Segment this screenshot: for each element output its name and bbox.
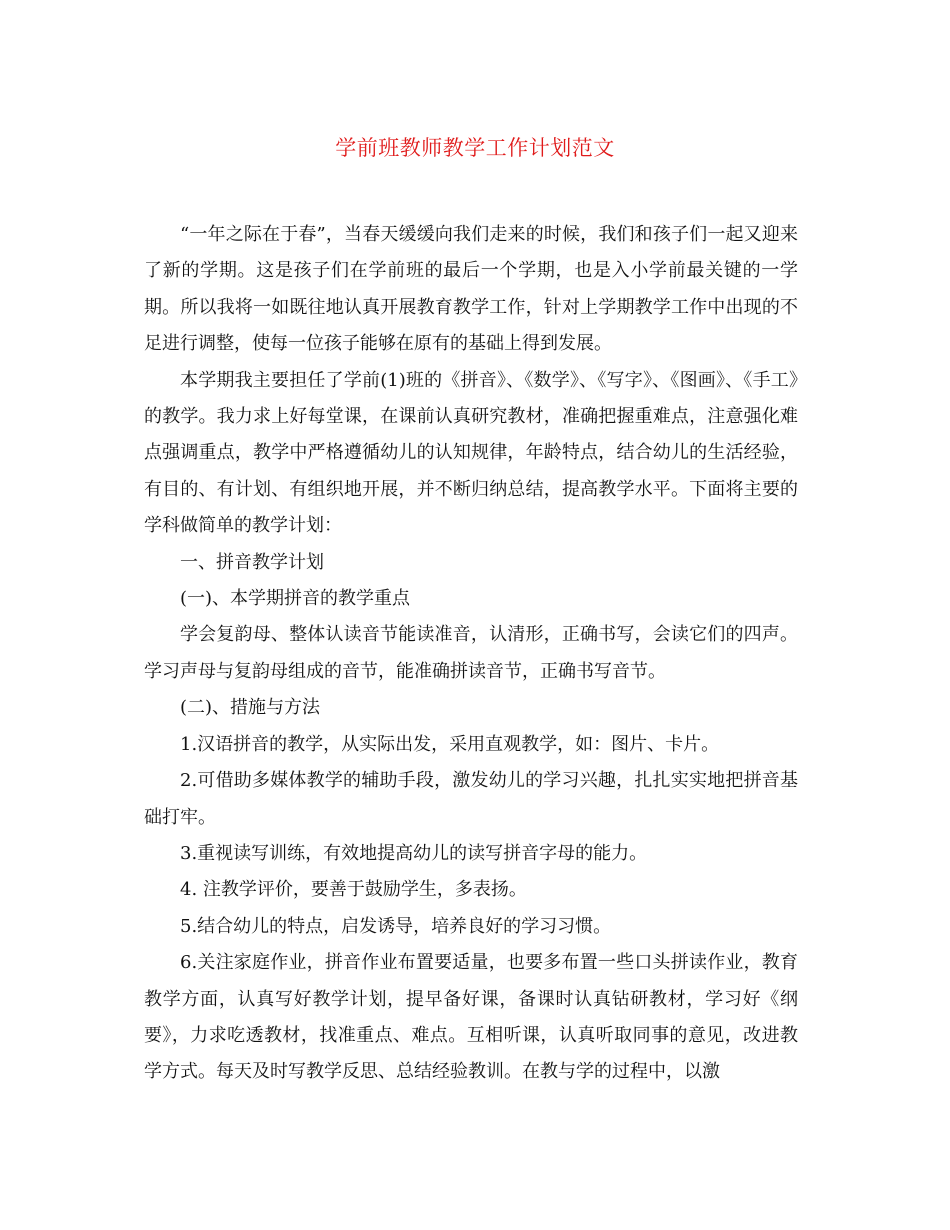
paragraph-subjects: 本学期我主要担任了学前(1)班的《拼音》、《数学》、《写字》、《图画》、《手工》的教学。我力求上好每堂课，在课前认真研究教材，准确把握重难点，注意强化难点强调重点，教学中严格遵循幼儿的认知规律，年龄特点，结合幼儿的生活经验，有目的、有计划、有组织地开展，并不断归纳总结，提高教学水平。下面将主要的学科做简单的教学计划：	[144, 369, 798, 537]
list-item-method-6: 6.关注家庭作业，拼音作业布置要适量，也要多布置一些口头拼读作业，教育教学方面，认真写好教学计划，提早备好课，备课时认真钻研教材，学习好《纲要》，力求吃透教材，找准重点、难点。互相听课，认真听取同事的意见，改进教学方式。每天及时写教学反思、总结经验教训。在教与学的过程中，以激	[144, 952, 798, 1083]
document-title: 学前班教师教学工作计划范文	[335, 136, 615, 160]
list-item-method-3: 3.重视读写训练，有效地提高幼儿的读写拼音字母的能力。	[180, 842, 648, 864]
list-item-method-1: 1.汉语拼音的教学，从实际出发，采用直观教学，如：图片、卡片。	[180, 733, 720, 755]
document-body	[144, 217, 798, 1091]
list-item-method-2: 2.可借助多媒体教学的辅助手段，激发幼儿的学习兴趣，扎扎实实地把拼音基础打牢。	[144, 770, 798, 828]
paragraph-focus-content: 学会复韵母、整体认读音节能读准音，认清形，正确书写，会读它们的四声。学习声母与复韵母组成的音节，能准确拼读音节，正确书写音节。	[144, 624, 798, 682]
list-item-method-5: 5.结合幼儿的特点，启发诱导，培养良好的学习习惯。	[180, 915, 612, 937]
subsection-heading-focus: (一)、本学期拼音的教学重点	[180, 588, 411, 610]
subsection-heading-methods: (二)、措施与方法	[180, 697, 321, 719]
list-item-method-4: 4. 注教学评价，要善于鼓励学生，多表扬。	[180, 879, 527, 901]
section-heading-pinyin-plan: 一、拼音教学计划	[180, 551, 324, 573]
paragraph-intro: “一年之际在于春”，当春天缓缓向我们走来的时候，我们和孩子们一起又迎来了新的学期。这是孩子们在学前班的最后一个学期，也是入小学前最关键的一学期。所以我将一如既往地认真开展教育教学工作，针对上学期教学工作中出现的不足进行调整，使每一位孩子能够在原有的基础上得到发展。	[144, 224, 798, 355]
